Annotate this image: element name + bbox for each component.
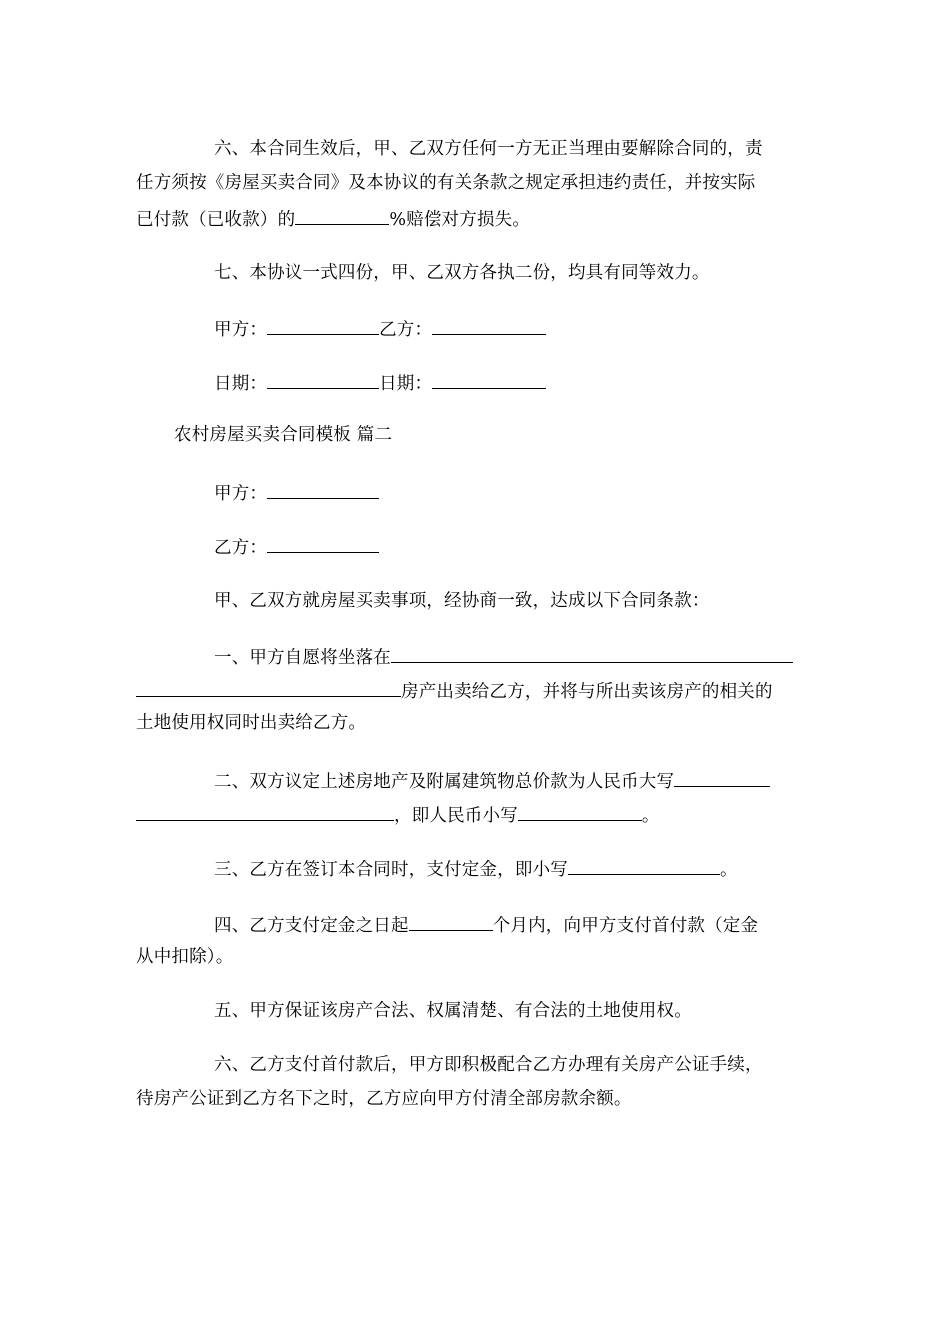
clause-text: 三、乙方在签订本合同时，支付定金，即小写 [214,860,568,880]
clause-2-line-1 [214,768,770,793]
clause-text: 六、本合同生效后，甲、乙双方任何一方无正当理由要解除合同的，责 [214,139,763,159]
price-in-words-blank-2[interactable] [136,802,394,821]
clause-1-line-2 [136,678,773,703]
price-in-figures-blank[interactable] [518,802,642,821]
property-location-blank-2[interactable] [136,678,401,697]
heading-text: 农村房屋买卖合同模板 篇二 [174,425,393,445]
clause-text: 五、甲方保证该房产合法、权属清楚、有合法的土地使用权。 [214,1001,692,1021]
date-a-label: 日期： [214,374,268,394]
clause-text: 从中扣除）。 [136,947,234,967]
party-a-line [214,480,379,505]
clause-text: 。 [641,806,660,826]
party-b-name-blank[interactable] [267,534,379,553]
signature-parties-line [214,316,546,341]
deposit-amount-blank[interactable] [568,856,720,875]
intro-text: 甲、乙双方就房屋买卖事项，经协商一致，达成以下合同条款： [214,591,710,611]
clause-4-line-1 [214,912,758,937]
clause-6b-line-2 [136,1088,632,1110]
months-blank[interactable] [409,912,493,931]
party-b-line [214,534,379,559]
clause-text: 任方须按《房屋买卖合同》及本协议的有关条款之规定承担违约责任，并按实际 [136,173,756,193]
clause-text: 四、乙方支付定金之日起 [214,916,409,936]
clause-7 [214,262,710,284]
party-a-label: 甲方： [214,484,268,504]
clause-6-line-1 [214,138,763,160]
clause-6-line-3 [136,206,530,231]
section-heading [174,424,392,446]
clause-text: 二、双方议定上述房地产及附属建筑物总价款为人民币大写 [214,772,675,792]
party-b-label: 乙方： [214,538,268,558]
contract-intro [214,590,710,612]
clause-text: 房产出卖给乙方，并将与所出卖该房产的相关的 [401,682,773,702]
clause-text: 七、本协议一式四份，甲、乙双方各执二份，均具有同等效力。 [214,263,710,283]
clause-5 [214,1000,692,1022]
clause-text: 土地使用权同时出卖给乙方。 [136,713,367,733]
clause-text: ，即人民币小写 [394,806,518,826]
clause-2-line-2 [136,802,660,827]
fill-in-blank-percentage[interactable] [295,206,389,225]
signature-dates-line [214,370,546,395]
clause-text: %赔偿对方损失。 [389,210,531,230]
clause-text: 。 [720,860,738,880]
clause-text: 六、乙方支付首付款后，甲方即积极配合乙方办理有关房产公证手续， [214,1055,763,1075]
clause-text: 已付款（已收款）的 [136,210,296,230]
date-b-blank[interactable] [432,370,546,389]
clause-6-line-2 [136,172,756,194]
price-in-words-blank-1[interactable] [674,768,770,787]
party-b-label: 乙方： [379,320,433,340]
party-b-signature-blank[interactable] [432,316,546,335]
property-location-blank-1[interactable] [391,644,793,663]
clause-3 [214,856,738,881]
date-b-label: 日期： [379,374,433,394]
clause-1-line-3 [136,712,366,734]
clause-text: 一、甲方自愿将坐落在 [214,648,391,668]
clause-1-line-1 [214,644,793,669]
party-a-name-blank[interactable] [267,480,379,499]
party-a-signature-blank[interactable] [267,316,379,335]
party-a-label: 甲方： [214,320,268,340]
clause-4-line-2 [136,946,233,968]
clause-text: 待房产公证到乙方名下之时，乙方应向甲方付清全部房款余额。 [136,1089,632,1109]
date-a-blank[interactable] [267,370,379,389]
clause-text: 个月内，向甲方支付首付款（定金 [492,916,759,936]
clause-6b-line-1 [214,1054,763,1076]
